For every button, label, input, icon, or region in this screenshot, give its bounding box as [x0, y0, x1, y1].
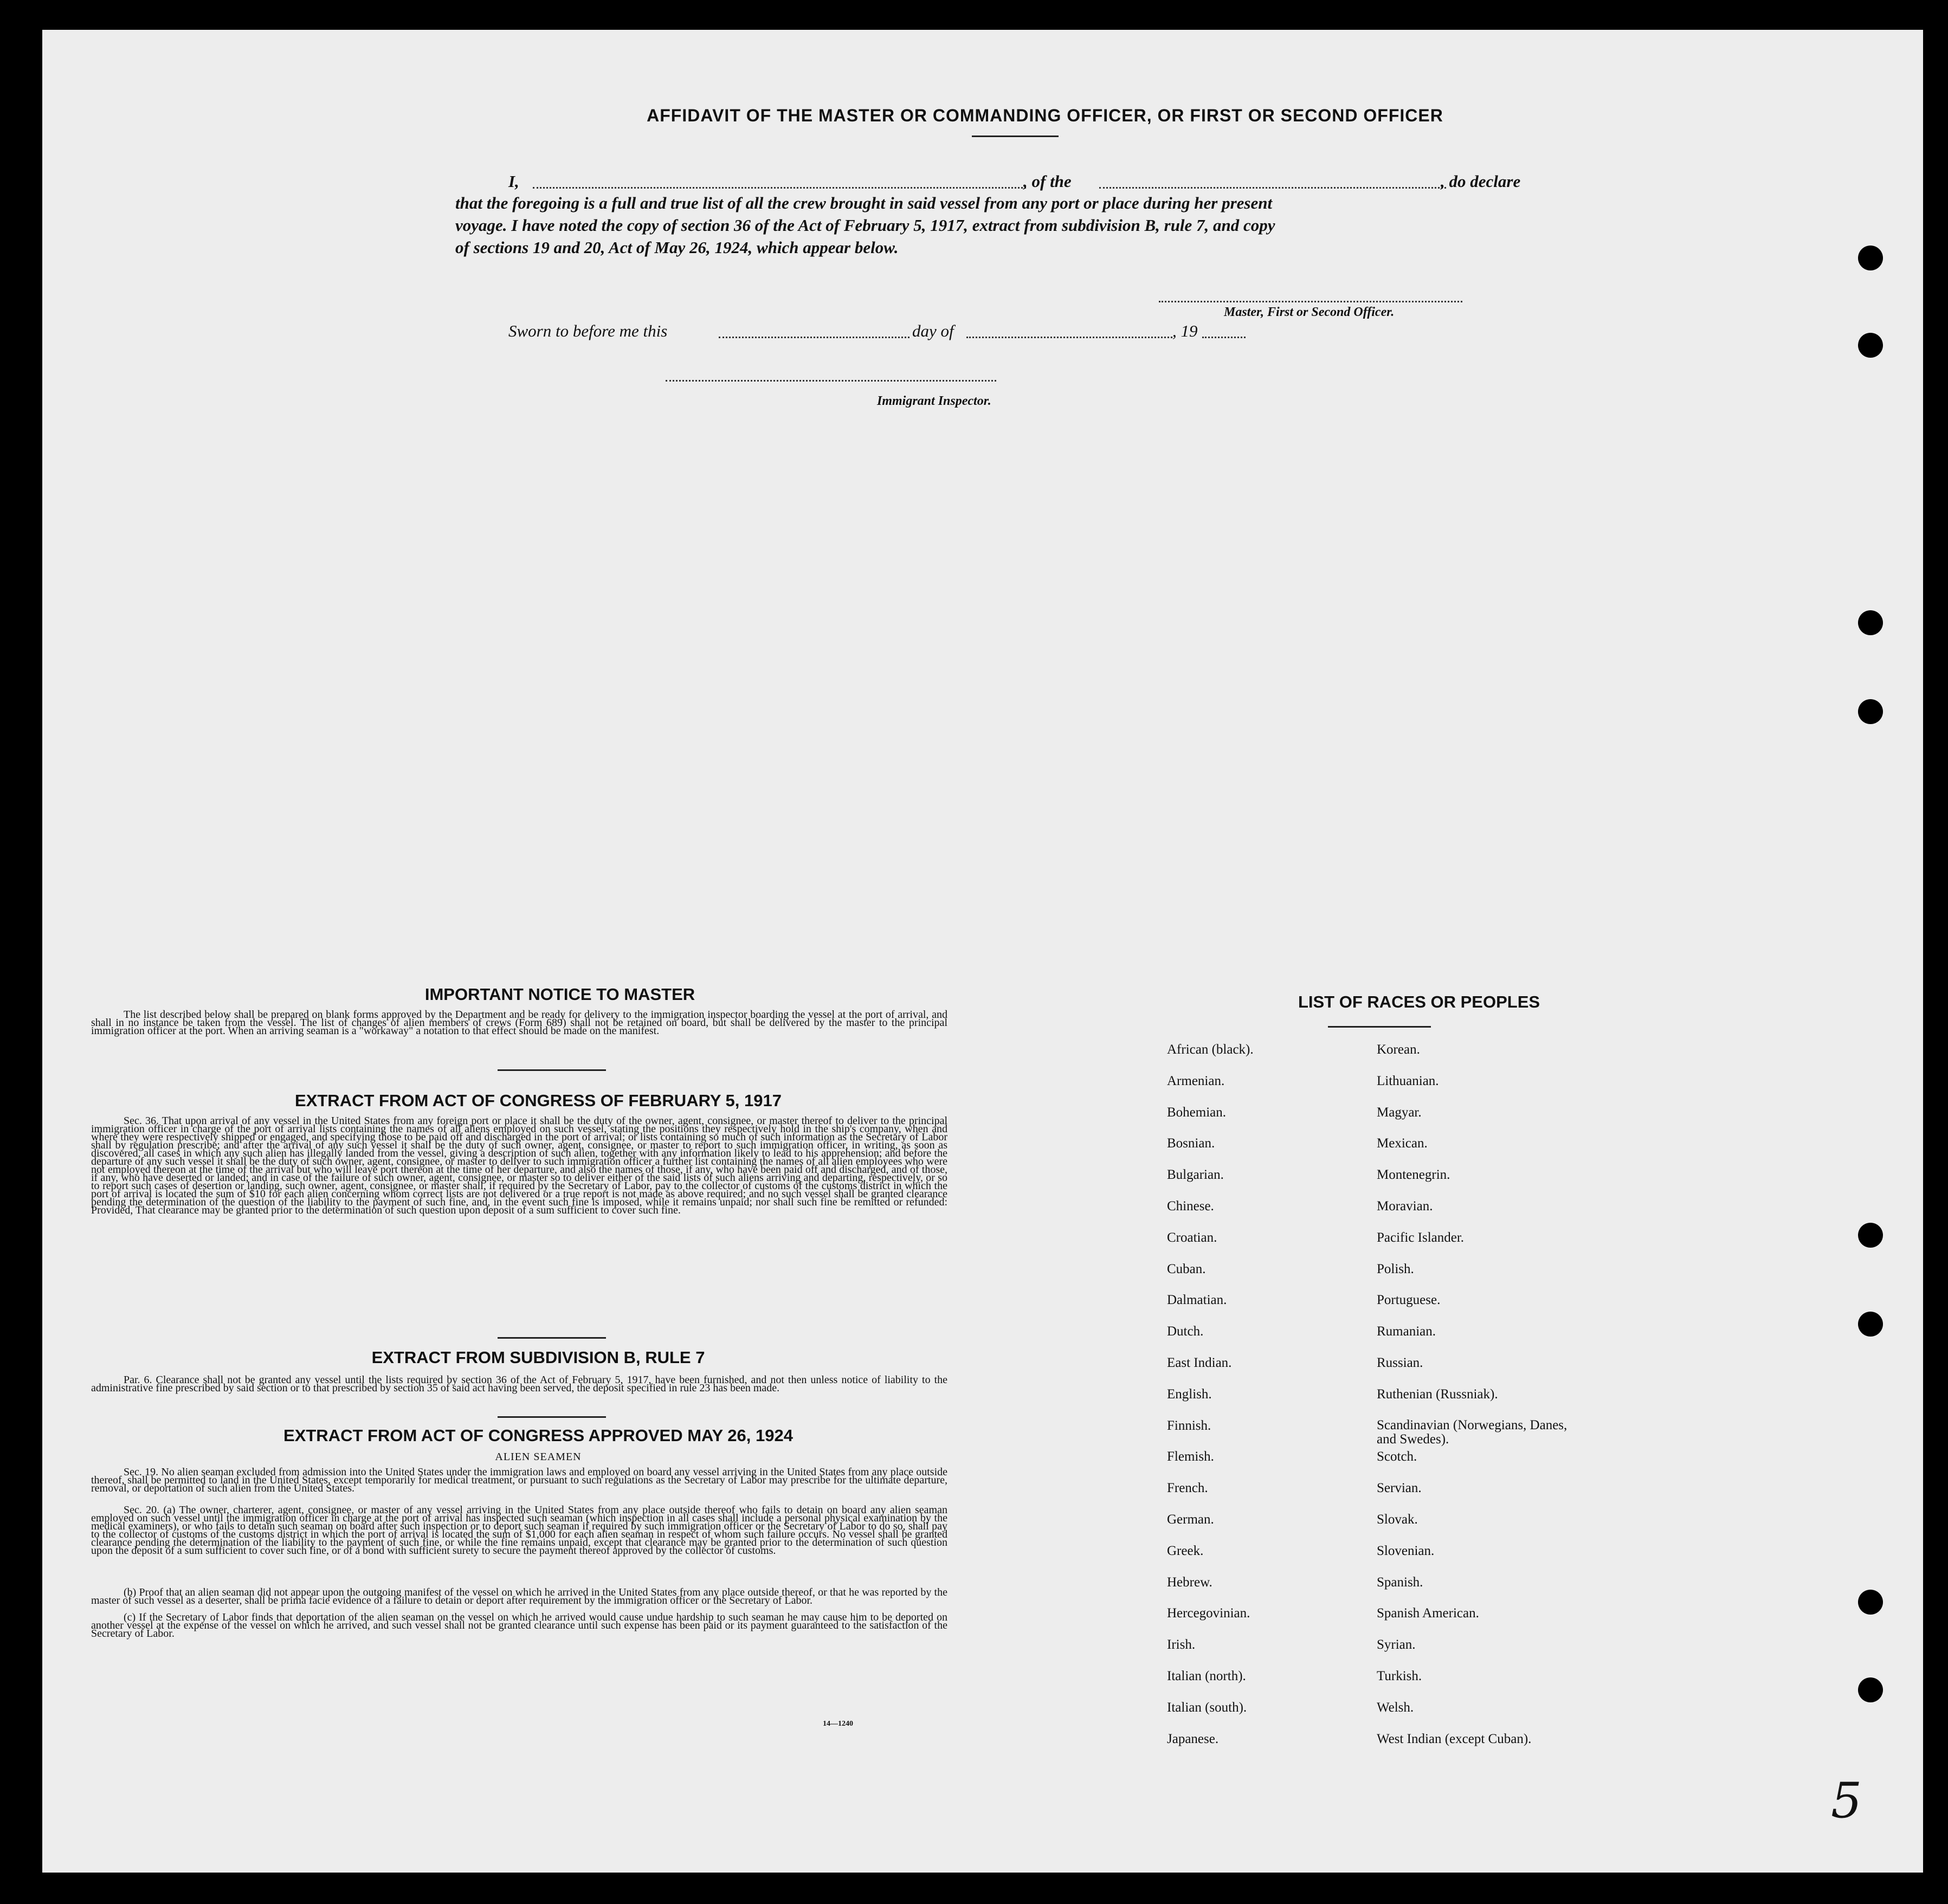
title-divider — [972, 135, 1059, 137]
race-item: Japanese. — [1167, 1731, 1219, 1746]
race-item: English. — [1167, 1386, 1212, 1402]
race-item: Russian. — [1377, 1355, 1423, 1370]
race-item: Servian. — [1377, 1481, 1422, 1496]
race-item: African (black). — [1167, 1042, 1254, 1057]
race-item: Portuguese. — [1377, 1293, 1441, 1308]
affidavit-do-declare: , do declare — [1441, 172, 1521, 191]
race-item: Armenian. — [1167, 1073, 1225, 1088]
binder-hole-icon — [1858, 1677, 1883, 1702]
race-item: Chinese. — [1167, 1198, 1214, 1214]
vessel-blank — [1099, 187, 1446, 189]
race-item: Greek. — [1167, 1543, 1204, 1558]
day-of-text: day of — [912, 321, 954, 340]
race-item: Italian (north). — [1167, 1668, 1246, 1683]
sworn-day-blank — [719, 337, 910, 338]
race-item: Croatian. — [1167, 1230, 1217, 1245]
month-blank — [966, 337, 1172, 338]
race-item: Scotch. — [1377, 1449, 1417, 1464]
race-item: Slovenian. — [1377, 1543, 1435, 1558]
race-item: Magyar. — [1377, 1105, 1422, 1120]
extract-1917-divider — [498, 1337, 606, 1339]
race-item: Syrian. — [1377, 1637, 1416, 1653]
notice-body: The list described below shall be prepared on blank forms approved by the Department and be ready for delivery to the immigration inspector boarding the vessel at the port of arrival, and shall in no instance be taken from the vessel. The list of changes of alien members of crews (Form 689) shall not be retained on board, but shall be delivered by the master to the principal immigration officer at the port. When an arriving seaman is a "workaway" a notation to that effect should be made on the manifest. — [91, 1009, 947, 1037]
race-item: Bohemian. — [1167, 1105, 1227, 1120]
races-divider — [1328, 1026, 1431, 1028]
year-blank — [1202, 337, 1246, 338]
affidavit-of-the: , of the — [1023, 172, 1072, 191]
race-item: Mexican. — [1377, 1136, 1428, 1151]
form-number: 14—1240 — [823, 1720, 853, 1728]
race-item: Rumanian. — [1377, 1324, 1436, 1339]
notice-divider — [498, 1069, 606, 1071]
races-right-column — [1377, 1042, 1572, 1763]
rule7-body: Par. 6. Clearance shall not be granted any vessel until the lists required by section 36 of the Act of February 5, 1917, have been furnished, and not then unless notice of liability to the administrative fine prescribed by said section or to that prescribed by section 35 of said act having been served, the deposit specified in rule 23 has been made. — [91, 1374, 947, 1394]
race-item: Turkish. — [1377, 1668, 1422, 1683]
race-item: Hercegovinian. — [1167, 1606, 1250, 1621]
inspector-label: Immigrant Inspector. — [877, 394, 991, 408]
race-item: Slovak. — [1377, 1512, 1418, 1527]
master-signature-line — [1159, 301, 1462, 302]
races-left-column — [1167, 1042, 1254, 1763]
race-item: Spanish. — [1377, 1574, 1423, 1590]
race-item: French. — [1167, 1481, 1208, 1496]
race-item: Bosnian. — [1167, 1136, 1215, 1151]
notice-title: IMPORTANT NOTICE TO MASTER — [424, 985, 695, 1004]
race-item: Finnish. — [1167, 1418, 1211, 1433]
affidavit-text-2: voyage. I have noted the copy of section 36 of the Act of February 5, 1917, extract from subdivision B, rule 7, and copy — [455, 216, 1275, 235]
race-item: Korean. — [1377, 1042, 1420, 1057]
affidavit-text-1: that the foregoing is a full and true list of all the crew brought in said vessel from any port or place during her present — [455, 193, 1273, 212]
races-title: LIST OF RACES OR PEOPLES — [1298, 992, 1540, 1011]
document-page — [42, 30, 1923, 1873]
extract-1917-body: Sec. 36. That upon arrival of any vessel in the United States from any foreign port or place it shall be the duty of the owner, agent, consignee, or master thereof to deliver to the principal immigration officer in charge of the port of arrival lists containing the names of all aliens employed on such vessel, stating the positions they respectively hold in the ship's company, when and where they were respectively shipped or engaged, and specifying those to be paid off and discharged in the port of arrival; or lists containing so much of such information as the Secretary of Labor shall by regulation prescribe; and after the arrival of any such vessel it shall be the duty of such owner, agent, consignee, or master to report to such immigration officer, in writing, as soon as discovered, all cases in which any such alien has illegally landed from the vessel, giving a description of such alien, together with any information likely to lead to his apprehension; and before the departure of any such vessel it shall be the duty of such owner, agent, consignee, or master to deliver to such immigration officer a further list containing the names of all alien employees who were not employed thereon at the time of the arrival but who will leave port thereon at the time of her departure, and also the names of those, if any, who have been paid off and discharged, and of those, if any, who have deserted or landed; and in case of the failure of such owner, agent, consignee, or master so to deliver either of the said lists of such aliens arriving and departing, respectively, or so to report such cases of desertion or landing, such owner, agent, consignee, or master shall, if required by the Secretary of Labor, pay to the collector of customs of the customs district in which the port of arrival is located the sum of $10 for each alien concerning whom correct lists are not delivered or a true report is not made as above required; and no such vessel shall be granted clearance pending the determination of the question of the liability to the payment of such fine, and, in the event such fine is imposed, while it remains unpaid; nor shall such fine be remitted or refunded: Provided, That clearance may be granted prior to the determination of such question upon deposit of a sum sufficient to cover such fine. — [91, 1115, 947, 1216]
year-prefix: , 19 — [1172, 321, 1198, 340]
extract-1924-title: EXTRACT FROM ACT OF CONGRESS APPROVED MAY 26, 1924 — [283, 1426, 793, 1445]
sec19-body: Sec. 19. No alien seaman excluded from admission into the United States under the immigration laws and employed on board any vessel arriving in the United States from any place outside thereof, shall be permitted to land in the United States, except temporarily for medical treatment, or pursuant to such regulations as the Secretary of Labor may prescribe for the ultimate departure, removal, or deportation of such alien from the United States. — [91, 1466, 947, 1494]
race-item: Moravian. — [1377, 1198, 1433, 1214]
name-blank — [533, 187, 1026, 189]
binder-hole-icon — [1858, 333, 1883, 358]
race-item: Flemish. — [1167, 1449, 1214, 1464]
binder-hole-icon — [1858, 1590, 1883, 1615]
race-item: Ruthenian (Russniak). — [1377, 1386, 1498, 1402]
race-item: German. — [1167, 1512, 1214, 1527]
race-item: East Indian. — [1167, 1355, 1232, 1370]
affidavit-text-3: of sections 19 and 20, Act of May 26, 1924, which appear below. — [455, 238, 899, 257]
binder-hole-icon — [1858, 1223, 1883, 1248]
race-item: Polish. — [1377, 1261, 1414, 1276]
race-item: Dutch. — [1167, 1324, 1204, 1339]
sworn-text: Sworn to before me this — [508, 321, 668, 340]
sec20c-body: (c) If the Secretary of Labor finds that deportation of the alien seaman on the vessel on which he arrived would cause undue hardship to such seaman he may cause him to be deported on another vessel at the expense of the vessel on which he arrived, and such vessel shall not be granted clearance until such expense has been paid or its payment guaranteed to the satisfaction of the Secretary of Labor. — [91, 1611, 947, 1640]
race-item: Irish. — [1167, 1637, 1196, 1653]
sec20b-body: (b) Proof that an alien seaman did not appear upon the outgoing manifest of the vessel on which he arrived in the United States from any place outside thereof, or that he was reported by the master of such vessel as a deserter, shall be prima facie evidence of a failure to detain or deport after requirement by the immigration officer or the Secretary of Labor. — [91, 1586, 947, 1606]
inspector-signature-line — [666, 380, 996, 382]
race-item: Scandinavian (Norwegians, Danes, and Swedes). — [1377, 1417, 1568, 1447]
race-item: Bulgarian. — [1167, 1167, 1224, 1183]
race-item: Cuban. — [1167, 1261, 1206, 1276]
master-label: Master, First or Second Officer. — [1224, 305, 1395, 319]
extract-1917-title: EXTRACT FROM ACT OF CONGRESS OF FEBRUARY 5, 1917 — [295, 1091, 782, 1110]
affidavit-title: AFFIDAVIT OF THE MASTER OR COMMANDING OFFICER, OR FIRST OR SECOND OFFICER — [647, 106, 1443, 125]
race-item: Welsh. — [1377, 1700, 1414, 1715]
rule7-divider — [498, 1416, 606, 1418]
sec20a-body: Sec. 20. (a) The owner, charterer, agent, consignee, or master of any vessel arriving in the United States from any place outside thereof who fails to detain on board any alien seaman employed on such vessel until the immigration officer in charge at the port of arrival has inspected such seaman (which inspection in all cases shall include a personal physical examination by the medical examiners), or who fails to detain such seaman on board after such inspection or to deport such seaman if required by such immigration officer or the Secretary of Labor to do so, shall pay to the collector of customs of the customs district in which the port of arrival is located the sum of $1,000 for each alien seaman in respect of whom such failure occurs. No vessel shall be granted clearance pending the determination of the liability to the payment of such fine, or while the fine remains unpaid, except that clearance may be granted prior to the determination of such question upon the deposit of a sum sufficient to cover such fine, or of a bond with sufficient surety to secure the payment thereof approved by the collector of customs. — [91, 1504, 947, 1557]
affidavit-i: I, — [508, 172, 519, 191]
race-item: Hebrew. — [1167, 1574, 1212, 1590]
race-item: Dalmatian. — [1167, 1293, 1227, 1308]
alien-seamen-subtitle: ALIEN SEAMEN — [495, 1451, 582, 1463]
binder-hole-icon — [1858, 699, 1883, 724]
race-item: Italian (south). — [1167, 1700, 1247, 1715]
binder-hole-icon — [1858, 1312, 1883, 1337]
binder-hole-icon — [1858, 610, 1883, 635]
page-number: 5 — [1831, 1772, 1862, 1829]
rule7-title: EXTRACT FROM SUBDIVISION B, RULE 7 — [371, 1348, 705, 1367]
binder-hole-icon — [1858, 246, 1883, 270]
race-item: Lithuanian. — [1377, 1073, 1439, 1088]
race-item: West Indian (except Cuban). — [1377, 1731, 1532, 1746]
race-item: Spanish American. — [1377, 1606, 1479, 1621]
race-item: Montenegrin. — [1377, 1167, 1450, 1183]
race-item: Pacific Islander. — [1377, 1230, 1465, 1245]
